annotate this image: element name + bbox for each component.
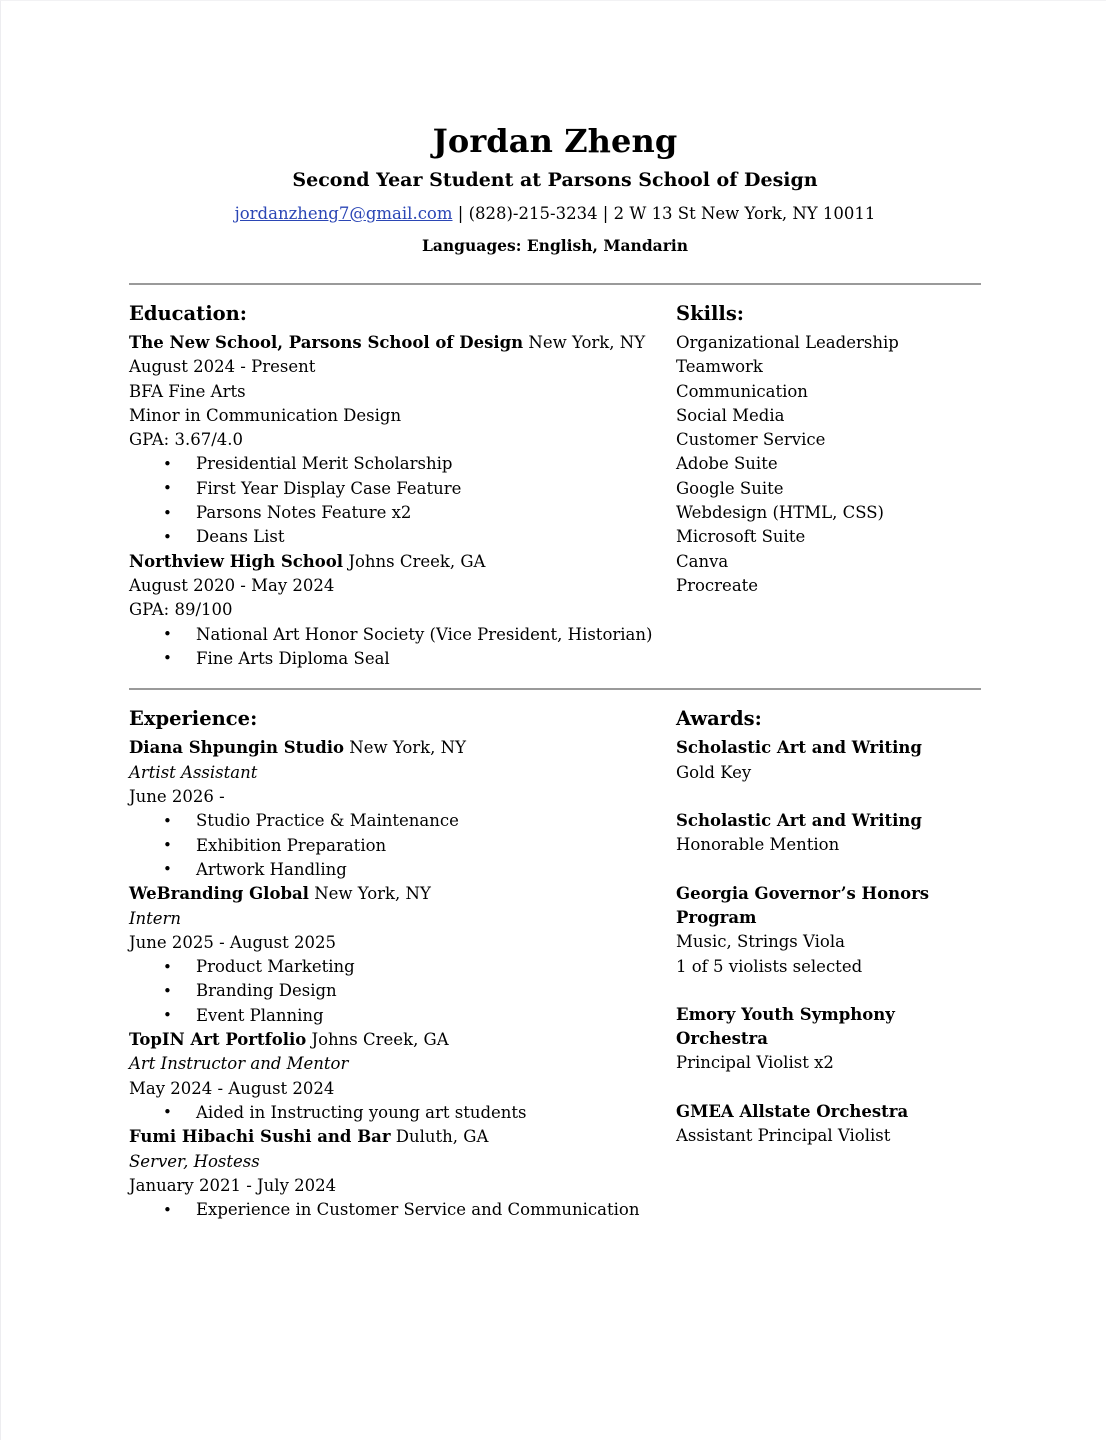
candidate-subtitle: Second Year Student at Parsons School of Design xyxy=(292,168,818,191)
award-title: Scholastic Art and Writing xyxy=(676,811,922,831)
skills-column xyxy=(676,285,981,599)
list-item: • Deans List xyxy=(129,525,676,549)
award-detail: Gold Key xyxy=(676,762,752,782)
education-detail-line: BFA Fine Arts xyxy=(129,381,246,401)
skill-item: Adobe Suite xyxy=(676,454,778,474)
experience-org-line xyxy=(129,1125,676,1149)
experience-dates: June 2026 - xyxy=(129,787,230,807)
list-item: • Parsons Notes Feature x2 xyxy=(129,501,676,525)
list-item: • First Year Display Case Feature xyxy=(129,477,676,501)
experience-entry xyxy=(129,1125,676,1222)
education-org-line xyxy=(129,331,676,355)
skill-item: Organizational Leadership xyxy=(676,332,899,352)
skill-item: Google Suite xyxy=(676,478,784,498)
list-item: • Artwork Handling xyxy=(129,858,676,882)
skills-heading: Skills: xyxy=(676,301,744,325)
experience-role: Server, Hostess xyxy=(129,1151,260,1171)
experience-location: Johns Creek, GA xyxy=(306,1030,449,1050)
education-detail-line: August 2024 - Present xyxy=(129,357,316,377)
row-education-skills xyxy=(129,285,981,672)
award-detail: Honorable Mention xyxy=(676,835,840,855)
education-location: Johns Creek, GA xyxy=(343,551,486,571)
experience-dates: January 2021 - July 2024 xyxy=(129,1175,337,1195)
contact-line xyxy=(129,204,981,225)
list-item: • Experience in Customer Service and Communication xyxy=(129,1198,676,1222)
award-entry xyxy=(676,882,981,979)
experience-bullet-list xyxy=(129,955,676,1028)
resume-header xyxy=(129,1,981,256)
education-heading: Education: xyxy=(129,301,247,325)
experience-org-line xyxy=(129,1028,676,1052)
award-entry xyxy=(676,1003,981,1076)
education-detail-line: Minor in Communication Design xyxy=(129,405,402,425)
skill-item: Webdesign (HTML, CSS) xyxy=(676,503,884,523)
list-item: • Product Marketing xyxy=(129,955,676,979)
award-detail: 1 of 5 violists selected xyxy=(676,956,863,976)
list-item: • Exhibition Preparation xyxy=(129,834,676,858)
award-entry xyxy=(676,1100,981,1149)
education-bullet-list xyxy=(129,623,676,672)
education-org: Northview High School xyxy=(129,551,344,571)
list-item: • Event Planning xyxy=(129,1004,676,1028)
skill-item: Microsoft Suite xyxy=(676,527,806,547)
award-title: Georgia Governor’s Honors Program xyxy=(676,883,930,927)
skill-item: Social Media xyxy=(676,405,785,425)
experience-org: Fumi Hibachi Sushi and Bar xyxy=(129,1127,391,1147)
award-title: Emory Youth Symphony Orchestra xyxy=(676,1004,895,1049)
experience-bullet-list xyxy=(129,1198,676,1222)
education-column xyxy=(129,285,676,672)
award-entry xyxy=(676,809,981,858)
education-location: New York, NY xyxy=(523,332,646,352)
email-link[interactable]: jordanzheng7@gmail.com xyxy=(234,203,453,223)
experience-org: Diana Shpungin Studio xyxy=(129,738,345,758)
education-entry xyxy=(129,331,676,550)
experience-dates: June 2025 - August 2025 xyxy=(129,932,336,952)
education-detail-line: GPA: 3.67/4.0 xyxy=(129,430,244,450)
awards-heading: Awards: xyxy=(676,707,762,731)
list-item: • National Art Honor Society (Vice President, Historian) xyxy=(129,623,676,647)
education-entry xyxy=(129,550,676,671)
experience-org-line xyxy=(129,882,676,906)
experience-entry xyxy=(129,736,676,882)
experience-role: Artist Assistant xyxy=(129,762,258,782)
awards-column xyxy=(676,690,981,1148)
list-item: • Aided in Instructing young art students xyxy=(129,1101,676,1125)
experience-org: TopIN Art Portfolio xyxy=(129,1030,307,1050)
experience-heading: Experience: xyxy=(129,707,258,731)
award-detail: Assistant Principal Violist xyxy=(676,1126,891,1146)
education-org: The New School, Parsons School of Design xyxy=(129,332,524,352)
experience-dates: May 2024 - August 2024 xyxy=(129,1078,335,1098)
list-item: • Fine Arts Diploma Seal xyxy=(129,647,676,671)
experience-role: Art Instructor and Mentor xyxy=(129,1054,349,1074)
education-bullet-list xyxy=(129,452,676,549)
education-detail-line: GPA: 89/100 xyxy=(129,600,233,620)
award-detail: Music, Strings Viola xyxy=(676,932,845,952)
list-item: • Branding Design xyxy=(129,979,676,1003)
experience-column xyxy=(129,690,676,1222)
experience-location: New York, NY xyxy=(344,738,466,758)
contact-phone-address: | (828)-215-3234 | 2 W 13 St New York, NY 10011 xyxy=(452,203,876,223)
experience-org-line xyxy=(129,736,676,760)
award-title: GMEA Allstate Orchestra xyxy=(676,1101,909,1121)
education-detail-line: August 2020 - May 2024 xyxy=(129,575,335,595)
experience-org: WeBranding Global xyxy=(129,884,309,904)
award-detail: Principal Violist x2 xyxy=(676,1053,834,1073)
languages-line: Languages: English, Mandarin xyxy=(421,236,689,256)
skill-item: Procreate xyxy=(676,575,759,595)
skill-item: Customer Service xyxy=(676,430,826,450)
award-entry xyxy=(676,736,981,785)
experience-entry xyxy=(129,1028,676,1125)
skill-item: Canva xyxy=(676,551,729,571)
list-item: • Studio Practice & Maintenance xyxy=(129,809,676,833)
experience-bullet-list xyxy=(129,1101,676,1125)
skill-item: Teamwork xyxy=(676,357,763,377)
experience-location: Duluth, GA xyxy=(390,1127,489,1147)
experience-role: Intern xyxy=(129,908,182,928)
row-experience-awards xyxy=(129,690,981,1222)
experience-entry xyxy=(129,882,676,1028)
resume-content xyxy=(129,1,981,1222)
experience-bullet-list xyxy=(129,809,676,882)
skill-item: Communication xyxy=(676,381,808,401)
candidate-name: Jordan Zheng xyxy=(432,122,678,160)
experience-location: New York, NY xyxy=(308,884,431,904)
list-item: • Presidential Merit Scholarship xyxy=(129,452,676,476)
award-title: Scholastic Art and Writing xyxy=(676,738,922,758)
education-org-line xyxy=(129,550,676,574)
